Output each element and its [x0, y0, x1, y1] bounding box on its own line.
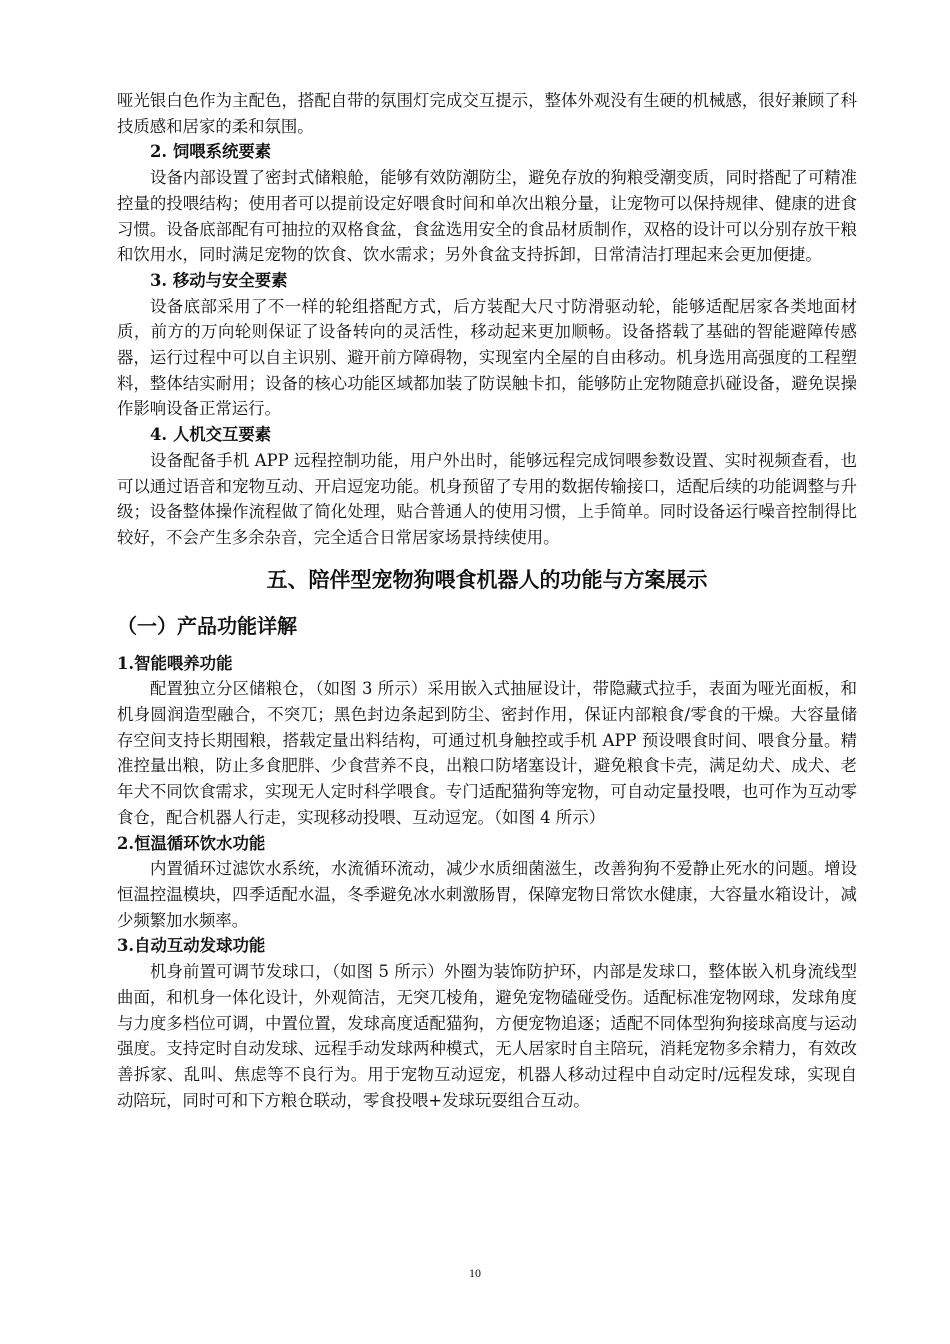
feeding-system-paragraph: 设备内部设置了密封式储粮舱，能够有效防潮防尘，避免存放的狗粮受潮变质，同时搭配了可精准控量的投喂结构；使用者可以提前设定好喂食时间和单次出粮分量，让宠物可以保持规律、健康的进食习惯。设备底部配有可抽拉的双格食盆，食盆选用安全的食品材质制作，双格的设计可以分别存放干粮和饮用水，同时满足宠物的饮食、饮水需求；另外食盆支持拆卸，日常清洁打理起来会更加便捷。 [117, 168, 857, 265]
intro-paragraph: 哑光银白色作为主配色，搭配自带的氛围灯完成交互提示，整体外观没有生硬的机械感，很好兼顾了科技质感和居家的柔和氛围。 [117, 91, 857, 136]
hci-paragraph: 设备配备手机 APP 远程控制功能，用户外出时，能够远程完成饲喂参数设置、实时视频查看，也可以通过语音和宠物互动、开启逗宠功能。机身预留了专用的数据传输接口，适配后续的功能调整与升级；设备整体操作流程做了简化处理，贴合普通人的使用习惯，上手简单。同时设备运行噪音控制得比较好，不会产生多余杂音，完全适合日常居家场景持续使用。 [117, 450, 857, 547]
section-title: 五、陪伴型宠物狗喂食机器人的功能与方案展示 [266, 566, 708, 592]
heading-smart-feeding: 1.智能喂养功能 [117, 653, 233, 673]
heading-water: 2.恒温循环饮水功能 [117, 833, 266, 853]
subsection-title: （一）产品功能详解 [117, 613, 297, 638]
heading-ball-launcher: 3.自动互动发球功能 [117, 936, 266, 956]
page-number: 10 [469, 1266, 481, 1280]
mobility-safety-paragraph: 设备底部采用了不一样的轮组搭配方式，后方装配大尺寸防滑驱动轮，能够适配居家各类地面材质，前方的万向轮则保证了设备转向的灵活性，移动起来更加顺畅。设备搭载了基础的智能避障传感器，运行过程中可以自主识别、避开前方障碍物，实现室内全屋的自由移动。机身选用高强度的工程塑料，整体结实耐用；设备的核心功能区域都加装了防误触卡扣，能够防止宠物随意扒碰设备，避免误操作影响设备正常运行。 [117, 296, 857, 419]
heading-mobility-safety: 3. 移动与安全要素 [150, 270, 288, 290]
smart-feeding-paragraph: 配置独立分区储粮仓，（如图 3 所示）采用嵌入式抽屉设计，带隐藏式拉手，表面为哑光面板，和机身圆润造型融合，不突兀；黑色封边条起到防尘、密封作用，保证内部粮食/零食的干燥。大容量储存空间支持长期囤粮，搭载定量出料结构，可通过机身触控或手机 APP 预设喂食时间、喂食分量。精准控量出粮，防止多食肥胖、少食营养不良，出粮口防堵塞设计，避免粮食卡壳，满足幼犬、成犬、老年犬不同饮食需求，实现无人定时科学喂食。专门适配猫狗等宠物，可自动定量投喂，也可作为互动零食仓，配合机器人行走，实现移动投喂、互动逗宠。（如图 4 所示） [117, 679, 857, 827]
ball-launcher-paragraph: 机身前置可调节发球口，（如图 5 所示）外圈为装饰防护环，内部是发球口，整体嵌入机身流线型曲面，和机身一体化设计，外观简洁，无突兀棱角，避免宠物磕碰受伤。适配标准宠物网球，发球角度与力度多档位可调，中置位置，发球高度适配猫狗，方便宠物追逐；适配不同体型狗狗接球高度与运动强度。支持定时自动发球、远程手动发球两种模式，无人居家时自主陪玩，消耗宠物多余精力，有效改善拆家、乱叫、焦虑等不良行为。用于宠物互动逗宠，机器人移动过程中自动定时/远程发球，实现自动陪玩，同时可和下方粮仓联动，零食投喂+发球玩耍组合互动。 [117, 962, 857, 1110]
heading-feeding-system: 2. 饲喂系统要素 [150, 142, 272, 162]
heading-hci: 4. 人机交互要素 [150, 425, 272, 445]
page-content [117, 88, 857, 1113]
water-paragraph: 内置循环过滤饮水系统，水流循环流动，减少水质细菌滋生，改善狗狗不爱静止死水的问题。增设恒温控温模块，四季适配水温，冬季避免冰水刺激肠胃，保障宠物日常饮水健康，大容量水箱设计，减少频繁加水频率。 [117, 859, 857, 930]
